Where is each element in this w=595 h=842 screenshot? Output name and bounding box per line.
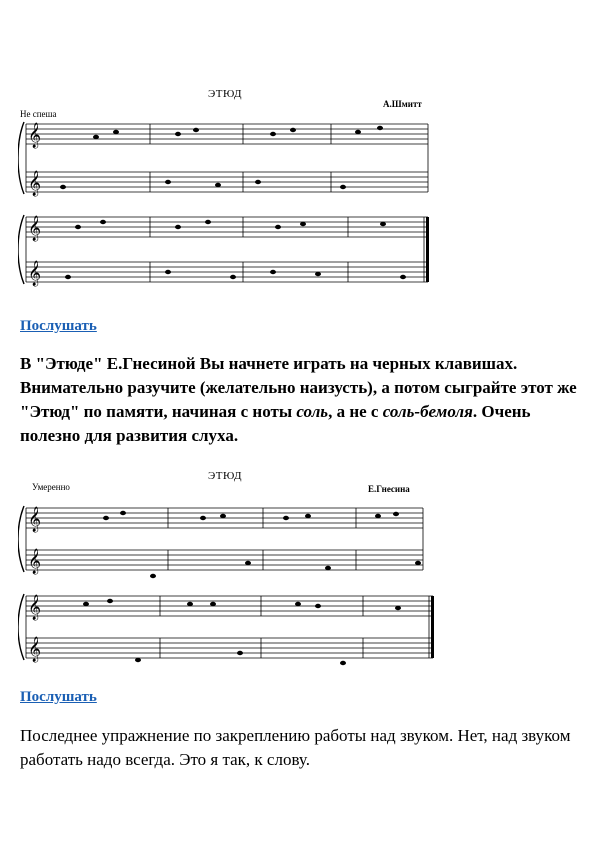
svg-text:𝄞: 𝄞 bbox=[28, 261, 42, 286]
score-title: ЭТЮД bbox=[208, 88, 242, 100]
score-title: ЭТЮД bbox=[208, 470, 242, 482]
score-etude-schmitt bbox=[18, 82, 438, 307]
svg-text:𝄞: 𝄞 bbox=[28, 216, 42, 241]
sheet-music-image bbox=[18, 468, 438, 678]
svg-text:𝄞: 𝄞 bbox=[28, 507, 42, 532]
paragraph-text-part: , а не с bbox=[328, 402, 383, 421]
svg-text:𝄞: 𝄞 bbox=[28, 595, 42, 620]
paragraph-text-part: В "Этюде" Е.Гнесиной Вы начнете играть на черных клавишах. Внимательно разучите (желательно наизусть), а потом сыграйте этот же "Этюд" по памяти, начиная с ноты bbox=[20, 354, 577, 421]
sheet-music-image bbox=[18, 82, 438, 307]
paragraph-etude-instructions bbox=[20, 352, 580, 448]
score-tempo: Не спеша bbox=[20, 109, 57, 119]
svg-text:𝄞: 𝄞 bbox=[28, 549, 42, 574]
paragraph-text-part: . Очень полезно для развития слуха. bbox=[20, 402, 531, 445]
score-etude-gnesina bbox=[18, 468, 438, 678]
svg-text:𝄞: 𝄞 bbox=[28, 171, 42, 196]
paragraph-italic-note: соль-бемоля bbox=[382, 402, 473, 421]
listen-link-etude-schmitt[interactable]: Послушать bbox=[20, 318, 97, 334]
score-composer: А.Шмитт bbox=[383, 99, 422, 109]
svg-text:𝄞: 𝄞 bbox=[28, 637, 42, 662]
paragraph-closing-remark: Последнее упражнение по закреплению работы над звуком. Нет, над звуком работать надо всегда. Это я так, к слову. bbox=[20, 726, 571, 769]
score-composer: Е.Гнесина bbox=[368, 484, 410, 494]
listen-link-etude-gnesina[interactable]: Послушать bbox=[20, 689, 97, 705]
score-tempo: Умеренно bbox=[32, 482, 70, 492]
paragraph-italic-note: соль bbox=[296, 402, 329, 421]
svg-text:𝄞: 𝄞 bbox=[28, 123, 42, 148]
